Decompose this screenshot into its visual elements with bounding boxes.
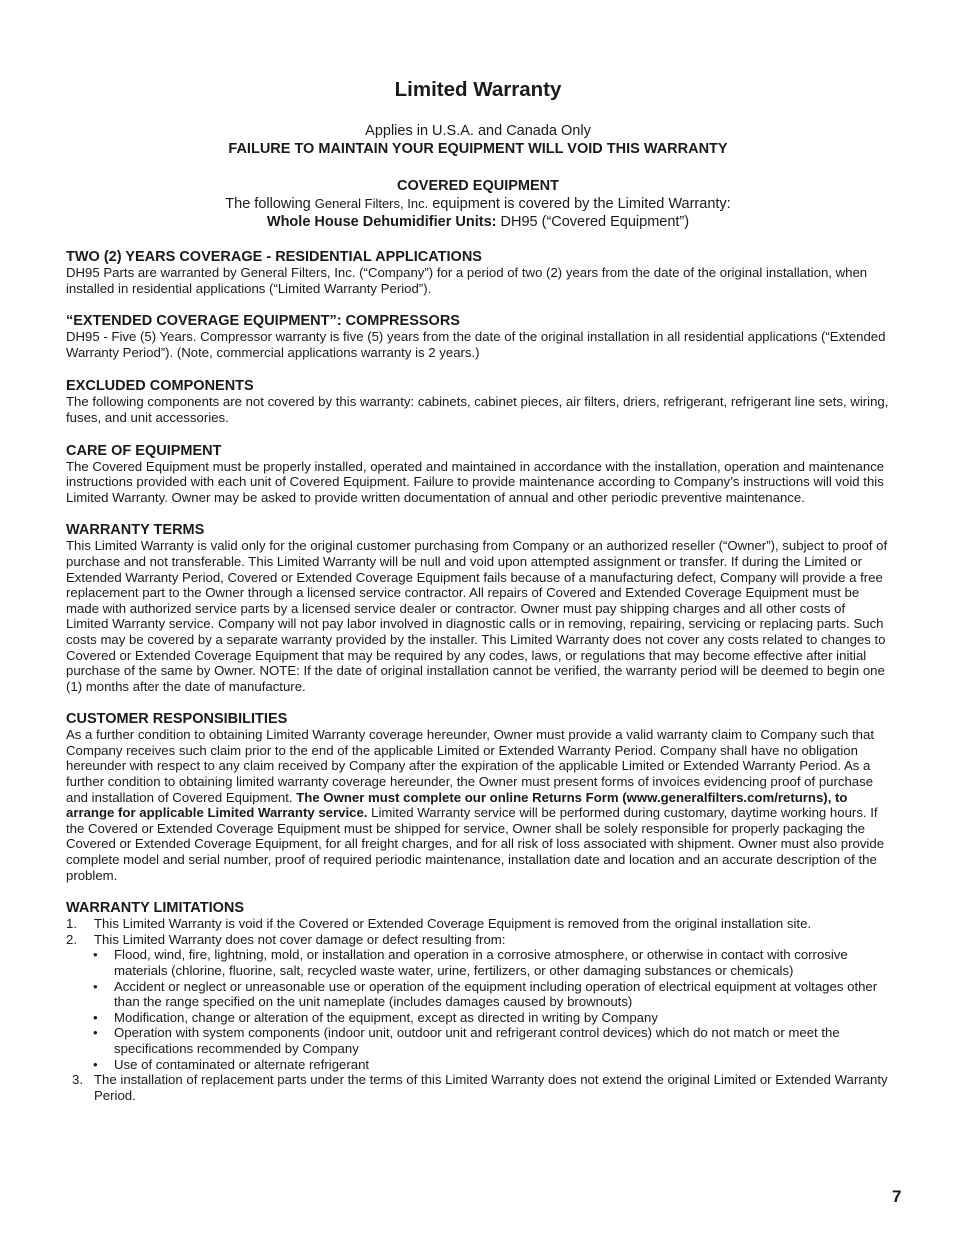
section-heading: TWO (2) YEARS COVERAGE - RESIDENTIAL APPLICATIONS xyxy=(66,249,482,265)
list-text: This Limited Warranty does not cover damage or defect resulting from: xyxy=(94,931,506,947)
warranty-header xyxy=(66,122,890,231)
bullet-text: Flood, wind, fire, lightning, mold, or installation and operation in a corrosive atmosphere, or otherwise in contact with corrosive materials (chlorine, fluorine, salt, recycled waste water, urine, fertilizers, or other damaging substances or chemicals) xyxy=(114,947,848,978)
bullet-text: Operation with system components (indoor unit, outdoor unit and refrigerant control devices) which do not match or meet the specifications recommended by Company xyxy=(114,1025,840,1056)
covered-heading: COVERED EQUIPMENT xyxy=(397,178,559,194)
list-item xyxy=(66,1072,890,1103)
section-two-year xyxy=(66,249,890,296)
units-value: DH95 (“Covered Equipment”) xyxy=(500,214,690,230)
section-heading: EXCLUDED COMPONENTS xyxy=(66,378,254,395)
section-body: This Limited Warranty is valid only for the original customer purchasing from Company or an authorized reseller (“Owner”), subject to proof of purchase and not transferable. This Limited Warranty will be null and void upon attempted assignment or transfer. If during the Limited or Extended Warranty Period, Covered or Extended Coverage Equipment fails because of a manufacturing defect, Company will provide a free replacement part to the Owner through a licensed service contractor. All repairs of Covered and Extended Coverage Equipment must be made with authorized service parts by a licensed service dealer or contractor. Owner must pay shipping charges and all other costs of Limited Warranty service. Company will not pay labor involved in diagnostic calls or in removing, repairing, servicing or replacing parts. Such costs may be covered by a separate warranty provided by the installer. This Limited Warranty does not cover any costs related to changes to Covered or Extended Coverage Equipment that may be required by any codes, laws, or regulations that may become effective after initial purchase of the same by Owner. NOTE: If the date of original installation cannot be verified, the warranty period will be deemed to begin one (1) months after the date of manufacture. xyxy=(66,538,888,694)
bullet-text: Accident or neglect or unreasonable use or operation of the equipment including operation of electrical equipment at voltages other than the range specified on the unit nameplate (includes damages caused by brownouts) xyxy=(114,978,878,1010)
section-heading: “EXTENDED COVERAGE EQUIPMENT”: COMPRESSORS xyxy=(66,313,460,330)
failure-warning: FAILURE TO MAINTAIN YOUR EQUIPMENT WILL VOID THIS WARRANTY xyxy=(228,141,728,157)
covered-line-post: equipment is covered by the Limited Warranty: xyxy=(432,196,731,212)
bullet-icon: • xyxy=(93,1025,98,1041)
section-limitations xyxy=(66,900,890,1103)
section-customer xyxy=(66,711,890,883)
returns-form-note: The Owner must complete our online Returns Form (www.generalfilters.com/returns), to arrange for applicable Limited Warranty service. xyxy=(66,789,848,821)
list-number: 2. xyxy=(66,931,77,947)
bullet-item xyxy=(66,947,890,978)
section-heading: WARRANTY LIMITATIONS xyxy=(66,900,245,917)
section-heading: WARRANTY TERMS xyxy=(66,522,205,539)
bullet-list xyxy=(66,947,890,1072)
body-text: Limited Warranty service will be performed during customary, daytime working hours. If the Covered or Extended Coverage Equipment must be shipped for service, Owner shall be solely responsible for properly packaging the Covered or Extended Coverage Equipment, for all freight charges, and for all risk of loss associated with shipment. Owner must also provide complete model and serial number, proof of required periodic maintenance, installation date and location and an accurate description of the problem. xyxy=(66,805,885,883)
bullet-item xyxy=(66,979,890,1010)
units-label: Whole House Dehumidifier Units: xyxy=(266,214,497,230)
section-excluded xyxy=(66,378,890,425)
list-item xyxy=(66,932,890,948)
warranty-page xyxy=(66,78,890,1103)
list-number: 1. xyxy=(66,916,77,932)
section-terms xyxy=(66,522,890,694)
bullet-text: Use of contaminated or alternate refrigerant xyxy=(114,1056,370,1072)
applies-line: Applies in U.S.A. and Canada Only xyxy=(365,123,591,139)
units-line xyxy=(66,213,890,231)
list-text: This Limited Warranty is void if the Covered or Extended Coverage Equipment is removed from the original installation site. xyxy=(94,916,812,932)
covered-line xyxy=(66,195,890,213)
page-title: Limited Warranty xyxy=(394,78,562,101)
body-text: As a further condition to obtaining Limited Warranty coverage hereunder, Owner must provide a valid warranty claim to Company such that Company receives such claim prior to the end of the applicable Limited or Extended Warranty Period. Company shall have no obligation hereunder with respect to any claim received by Company after the expiration of the applicable Limited or Extended Warranty Period. As a further condition to obtaining limited warranty coverage hereunder, the Owner must present forms of invoices evidencing proof of purchase and installation of Covered Equipment. xyxy=(66,727,875,805)
section-heading: CARE OF EQUIPMENT xyxy=(66,442,222,459)
section-care xyxy=(66,443,890,506)
bullet-item xyxy=(66,1010,890,1026)
bullet-icon: • xyxy=(93,978,98,994)
section-body: DH95 - Five (5) Years. Compressor warranty is five (5) years from the date of the original installation in all residential applications (“Extended Warranty Period”). (Note, commercial applications warranty is 2 years.) xyxy=(66,329,886,360)
section-body xyxy=(66,727,890,883)
list-text: The installation of replacement parts under the terms of this Limited Warranty does not extend the original Limited or Extended Warranty Period. xyxy=(94,1072,888,1103)
bullet-icon: • xyxy=(93,947,98,963)
list-item xyxy=(66,916,890,932)
section-body: The following components are not covered by this warranty: cabinets, cabinet pieces, air filters, driers, refrigerant, refrigerant line sets, wiring, fuses, and unit accessories. xyxy=(66,394,889,425)
page-number: 7 xyxy=(892,1187,902,1206)
section-heading: CUSTOMER RESPONSIBILITIES xyxy=(66,711,288,728)
bullet-text: Modification, change or alteration of the equipment, except as directed in writing by Company xyxy=(114,1009,658,1025)
bullet-item xyxy=(66,1025,890,1056)
bullet-icon: • xyxy=(93,1056,98,1072)
covered-line-pre: The following xyxy=(225,196,311,212)
list-number: 3. xyxy=(72,1072,83,1088)
limitations-list xyxy=(66,916,890,1103)
bullet-icon: • xyxy=(93,1009,98,1025)
section-body: The Covered Equipment must be properly installed, operated and maintained in accordance with the installation, operation and maintenance instructions provided with each unit of Covered Equipment. Failure to provide maintenance according to Company’s instructions will void this Limited Warranty. Owner may be asked to provide written documentation of annual and other periodic preventive maintenance. xyxy=(66,458,885,505)
section-body: DH95 Parts are warranted by General Filters, Inc. (“Company”) for a period of two (2) years from the date of the original installation, when installed in residential applications (“Limited Warranty Period”). xyxy=(66,265,868,296)
section-extended xyxy=(66,313,890,360)
bullet-item xyxy=(66,1057,890,1073)
covered-company: General Filters, Inc. xyxy=(314,196,429,211)
